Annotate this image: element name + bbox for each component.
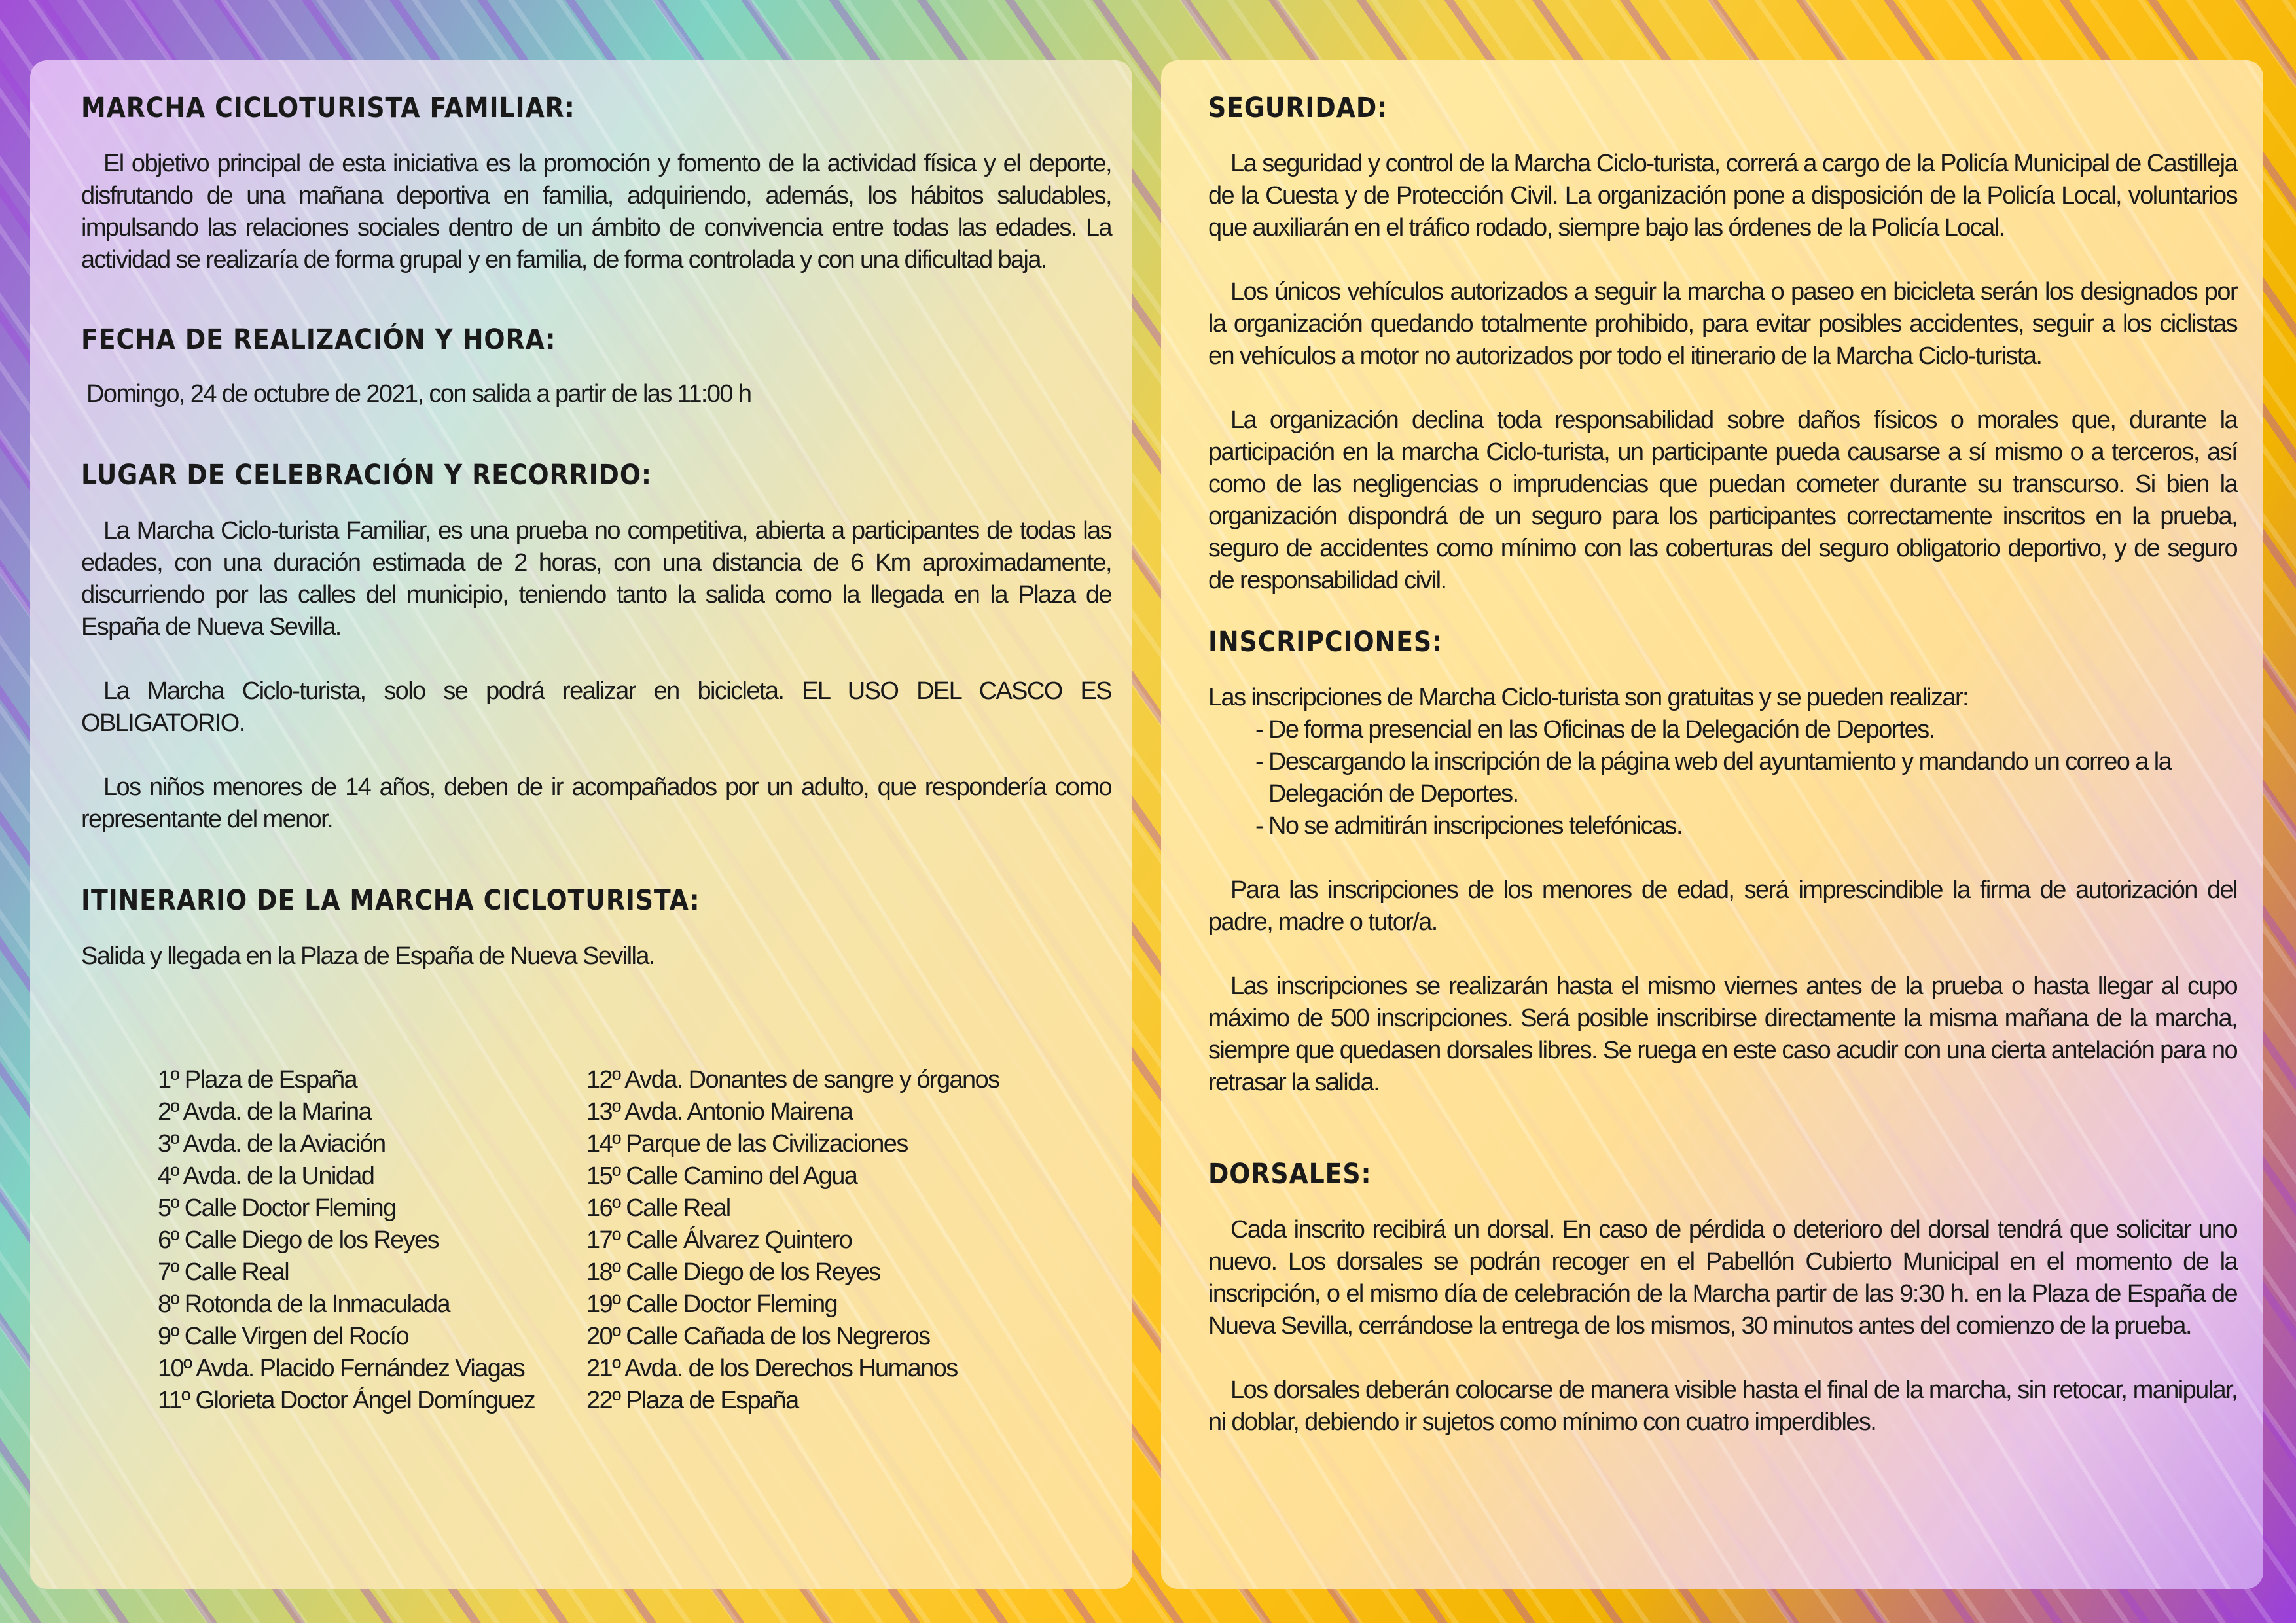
paragraph-dorsales-1: Cada inscrito recibirá un dorsal. En caso de pérdida o deterioro del dorsal tendrá que solicitar uno nuevo. Los dorsales se podrán recoger en el Pabellón Cubierto Municipal en el momento de la inscripción, o el mismo día de celebración de la Marcha partir de las 9:30 h. en la Plaza de España de Nueva Sevilla, cerrándose la entrega de los mismos, 30 minutos antes del comienzo de la prueba. — [1208, 1216, 2237, 1340]
list-item: 12º Avda. Donantes de sangre y órganos — [586, 1066, 999, 1094]
list-item: 9º Calle Virgen del Rocío — [158, 1323, 408, 1350]
section-title-itinerario: ITINERARIO DE LA MARCHA CICLOTURISTA: — [81, 884, 700, 917]
list-item: 21º Avda. de los Derechos Humanos — [586, 1355, 958, 1382]
list-item: - Descargando la inscripción de la página web del ayuntamiento y mandando un correo a la Delegación de Deportes. — [1255, 748, 2172, 808]
paragraph-fecha: Domingo, 24 de octubre de 2021, con salida a partir de las 11:00 h — [86, 380, 751, 408]
list-item: 5º Calle Doctor Fleming — [158, 1194, 396, 1222]
paragraph-seguridad-1: La seguridad y control de la Marcha Ciclo-turista, correrá a cargo de la Policía Municipal de Castilleja de la Cuesta y de Protección Civil. La organización pone a disposición de la Policía Local, voluntarios que auxiliarán en el tráfico rodado, siempre bajo las órdenes de la Policía Local. — [1208, 150, 2237, 241]
paragraph-inscripciones-plazo: Las inscripciones se realizarán hasta el mismo viernes antes de la prueba o hasta llegar al cupo máximo de 500 inscripciones. Será posible inscribirse directamente la misma mañana de la marcha, siempre que quedasen dorsales libres. Se ruega en este caso acudir con una cierta antelación para no retrasar la salida. — [1208, 972, 2237, 1096]
paragraph-inscripciones-intro: Las inscripciones de Marcha Ciclo-turista son gratuitas y se pueden realizar: — [1208, 684, 1968, 711]
itinerary-list — [158, 1064, 1111, 1417]
list-item: 20º Calle Cañada de los Negreros — [586, 1323, 930, 1350]
paragraph-dorsales-2: Los dorsales deberán colocarse de manera visible hasta el final de la marcha, sin retocar, manipular, ni doblar, debiendo ir sujetos como mínimo con cuatro imperdibles. — [1208, 1376, 2237, 1436]
list-item: 17º Calle Álvarez Quintero — [586, 1226, 852, 1254]
list-item: 14º Parque de las Civilizaciones — [586, 1130, 908, 1158]
section-title-lugar: LUGAR DE CELEBRACIÓN Y RECORRIDO: — [81, 459, 652, 491]
paragraph-inscripciones-menores: Para las inscripciones de los menores de edad, será imprescindible la firma de autorización del padre, madre o tutor/a. — [1208, 876, 2237, 936]
paragraph-objetivo: El objetivo principal de esta iniciativa es la promoción y fomento de la actividad física y el deporte, disfrutando de una mañana deportiva en familia, adquiriendo, además, los hábitos saludables, impulsando las relaciones sociales dentro de un ámbito de convivencia entre todas las edades. La actividad se realizaría de forma grupal y en familia, de forma controlada y con una dificultad baja. — [81, 150, 1111, 274]
list-item: 6º Calle Diego de los Reyes — [158, 1226, 439, 1254]
list-item: 4º Avda. de la Unidad — [158, 1162, 374, 1190]
list-item: 3º Avda. de la Aviación — [158, 1130, 386, 1158]
inscripciones-list — [1208, 714, 2237, 842]
list-item: 11º Glorieta Doctor Ángel Domínguez — [158, 1387, 535, 1414]
right-panel — [1161, 60, 2263, 1589]
itinerary-column-2 — [586, 1064, 999, 1417]
list-item: 16º Calle Real — [586, 1194, 730, 1222]
section-title-marcha: MARCHA CICLOTURISTA FAMILIAR: — [81, 92, 575, 124]
list-item: 2º Avda. de la Marina — [158, 1098, 372, 1126]
section-title-fecha: FECHA DE REALIZACIÓN Y HORA: — [81, 323, 556, 356]
list-item: - No se admitirán inscripciones telefónicas. — [1255, 812, 1682, 840]
list-item: 15º Calle Camino del Agua — [586, 1162, 857, 1190]
left-panel — [30, 60, 1132, 1589]
list-item: 18º Calle Diego de los Reyes — [586, 1258, 880, 1286]
list-item: 10º Avda. Placido Fernández Viagas — [158, 1355, 525, 1382]
list-item: 13º Avda. Antonio Mairena — [586, 1098, 853, 1126]
paragraph-seguridad-3: La organización declina toda responsabilidad sobre daños físicos o morales que, durante la participación en la marcha Ciclo-turista, un participante pueda causarse a sí mismo o a terceros, así como de las negligencias o imprudencias que puedan cometer durante su transcurso. Si bien la organización dispondrá de un seguro para los participantes correctamente inscritos en la prueba, seguro de accidentes como mínimo con las coberturas del seguro obligatorio deportivo, y de seguro de responsabilidad civil. — [1208, 406, 2237, 594]
list-item: 22º Plaza de España — [586, 1387, 798, 1414]
paragraph-casco: La Marcha Ciclo-turista, solo se podrá realizar en bicicleta. EL USO DEL CASCO ES OBLIGATORIO. — [81, 677, 1111, 737]
section-title-inscripciones: INSCRIPCIONES: — [1208, 626, 1443, 658]
paragraph-salida: Salida y llegada en la Plaza de España de Nueva Sevilla. — [81, 942, 655, 970]
list-item: - De forma presencial en las Oficinas de la Delegación de Deportes. — [1255, 716, 1935, 743]
paragraph-menores: Los niños menores de 14 años, deben de ir acompañados por un adulto, que respondería como representante del menor. — [81, 774, 1111, 833]
list-item: 1º Plaza de España — [158, 1066, 357, 1094]
section-title-seguridad: SEGURIDAD: — [1208, 92, 1388, 124]
list-item: 19º Calle Doctor Fleming — [586, 1291, 838, 1318]
section-title-dorsales: DORSALES: — [1208, 1158, 1372, 1190]
paragraph-seguridad-2: Los únicos vehículos autorizados a seguir la marcha o paseo en bicicleta serán los designados por la organización quedando totalmente prohibido, para evitar posibles accidentes, seguir a los ciclistas en vehículos a motor no autorizados por todo el itinerario de la Marcha Ciclo-turista. — [1208, 278, 2237, 370]
paragraph-lugar: La Marcha Ciclo-turista Familiar, es una prueba no competitiva, abierta a participantes de todas las edades, con una duración estimada de 2 horas, con una distancia de 6 Km aproximadamente, discurriendo por las calles del municipio, teniendo tanto la salida como la llegada en la Plaza de España de Nueva Sevilla. — [81, 517, 1111, 641]
list-item: 7º Calle Real — [158, 1258, 289, 1286]
itinerary-column-1 — [158, 1064, 535, 1417]
list-item: 8º Rotonda de la Inmaculada — [158, 1291, 450, 1318]
